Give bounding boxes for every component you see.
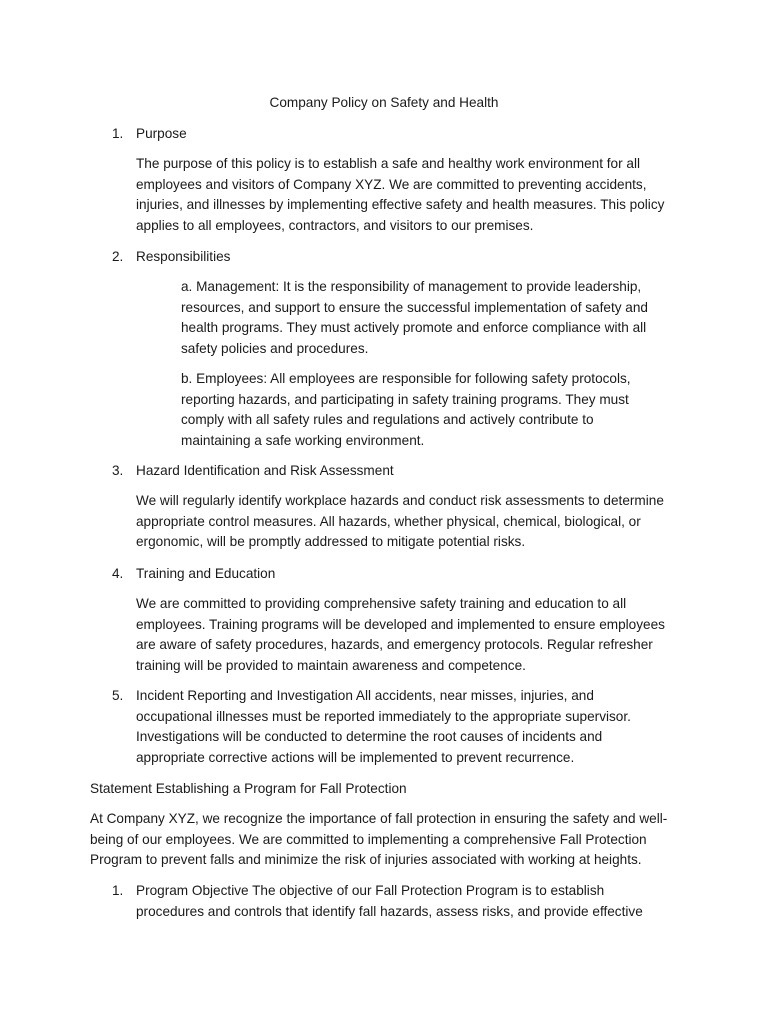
fall-protection-item-1-text: Program Objective The objective of our Fall Protection Program is to establish procedures and controls that identify fall hazards, assess risks, and provide effective bbox=[136, 883, 643, 919]
section-number: 1. bbox=[112, 126, 124, 141]
responsibility-management: a. Management: It is the responsibility of management to provide leadership, resources, and support to ensure the successful implementation of safety and health programs. They must actively promote and enforce compliance with all safety policies and procedures. bbox=[181, 279, 648, 357]
section-4-heading bbox=[112, 564, 275, 585]
fall-protection-heading: Statement Establishing a Program for Fall Protection bbox=[90, 781, 407, 796]
document-title: Company Policy on Safety and Health bbox=[269, 95, 499, 110]
fall-protection-intro: At Company XYZ, we recognize the importance of fall protection in ensuring the safety and well-being of our employees. We are committed to implementing a comprehensive Fall Protection Program to prevent falls and minimize the risk of injuries associated with working at heights. bbox=[90, 811, 668, 868]
item-number: 1. bbox=[112, 883, 124, 898]
section-3-paragraph: We will regularly identify workplace hazards and conduct risk assessments to determine appropriate control measures. All hazards, whether physical, chemical, biological, or ergonomic, will be promptly addressed to mitigate potential risks. bbox=[136, 493, 664, 550]
section-5-text: Incident Reporting and Investigation All accidents, near misses, injuries, and occupational illnesses must be reported immediately to the appropriate supervisor. Investigations will be conducted to determine the root causes of incidents and appropriate corrective actions will be implemented to prevent recurrence. bbox=[136, 688, 631, 766]
section-4-paragraph: We are committed to providing comprehensive safety training and education to all employees. Training programs will be developed and implemented to ensure employees are aware of safety procedures, hazards, and emergency protocols. Regular refresher training will be provided to maintain awareness and competence. bbox=[136, 596, 665, 674]
section-1-paragraph: The purpose of this policy is to establish a safe and healthy work environment for all employees and visitors of Company XYZ. We are committed to preventing accidents, injuries, and illnesses by implementing effective safety and health measures. This policy applies to all employees, contractors, and visitors to our premises. bbox=[136, 156, 665, 234]
section-heading-text: Hazard Identification and Risk Assessment bbox=[136, 463, 394, 478]
section-3-heading bbox=[112, 461, 394, 482]
section-2-heading bbox=[112, 247, 230, 268]
section-number: 4. bbox=[112, 566, 124, 581]
section-heading-text: Responsibilities bbox=[136, 249, 231, 264]
section-number: 2. bbox=[112, 249, 124, 264]
section-number: 5. bbox=[112, 688, 124, 703]
section-5 bbox=[112, 686, 672, 769]
section-number: 3. bbox=[112, 463, 124, 478]
responsibility-employees: b. Employees: All employees are responsible for following safety protocols, reporting hazards, and participating in safety training programs. They must comply with all safety rules and regulations and actively contribute to maintaining a safe working environment. bbox=[181, 371, 631, 449]
section-1-heading bbox=[112, 124, 187, 145]
fall-protection-item-1 bbox=[112, 881, 672, 922]
section-heading-text: Purpose bbox=[136, 126, 187, 141]
section-heading-text: Training and Education bbox=[136, 566, 276, 581]
